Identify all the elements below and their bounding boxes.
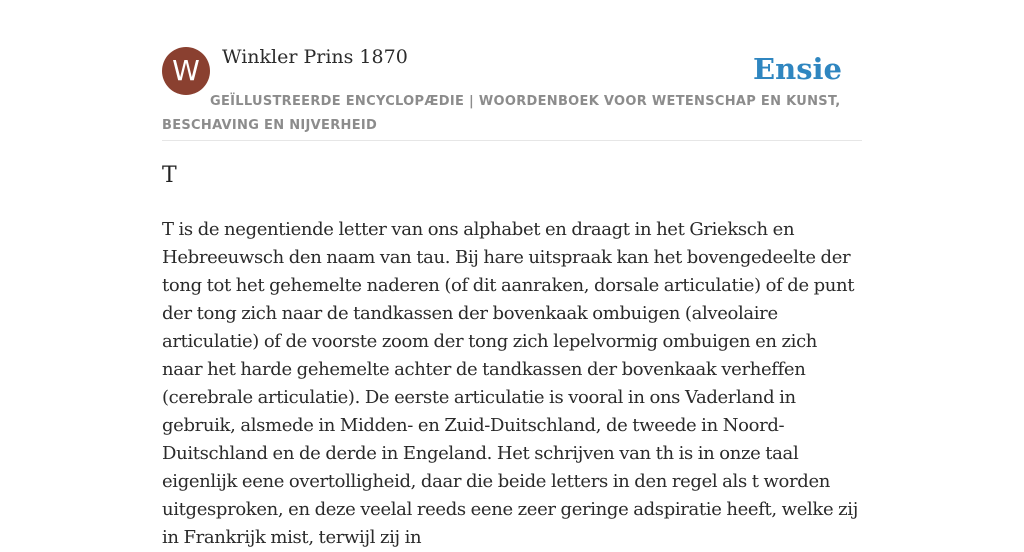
- site-header: [162, 46, 862, 141]
- site-subtitle: GEÏLLUSTREERDE ENCYCLOPÆDIE | WOORDENBOEK VOOR WETENSCHAP EN KUNST, BESCHAVING EN NIJVERHEID: [162, 94, 841, 133]
- article-title: T: [162, 163, 177, 188]
- brand-logo[interactable]: Ensie: [753, 52, 842, 86]
- site-title[interactable]: Winkler Prins 1870: [222, 46, 408, 68]
- article-body: T is de negentiende letter van ons alphabet en draagt in het Grieksch en Hebreeuwsch den naam van tau. Bij hare uitspraak kan het bovengedeelte der tong tot het gehemelte naderen (of dit aanraken, dorsale articulatie) of de punt der tong zich naar de tandkassen der bovenkaak ombuigen (alveolaire articulatie) of de voorste zoom der tong zich lepelvormig ombuigen en zich naar het harde gehemelte achter de tandkassen der bovenkaak verheffen (cerebrale articulatie). De eerste articulatie is vooral in ons Vaderland in gebruik, alsmede in Midden- en Zuid-Duitschland, de tweede in Noord-Duitschland en de derde in Engeland. Het schrijven van th is in onze taal eigenlijk eene overtolligheid, daar die beide letters in den regel als t worden uitgesproken, en deze veelal reeds eene zeer geringe adspiratie heeft, welke zij in Frankrijk mist, terwijl zij in: [162, 219, 858, 548]
- avatar[interactable]: W: [162, 47, 210, 95]
